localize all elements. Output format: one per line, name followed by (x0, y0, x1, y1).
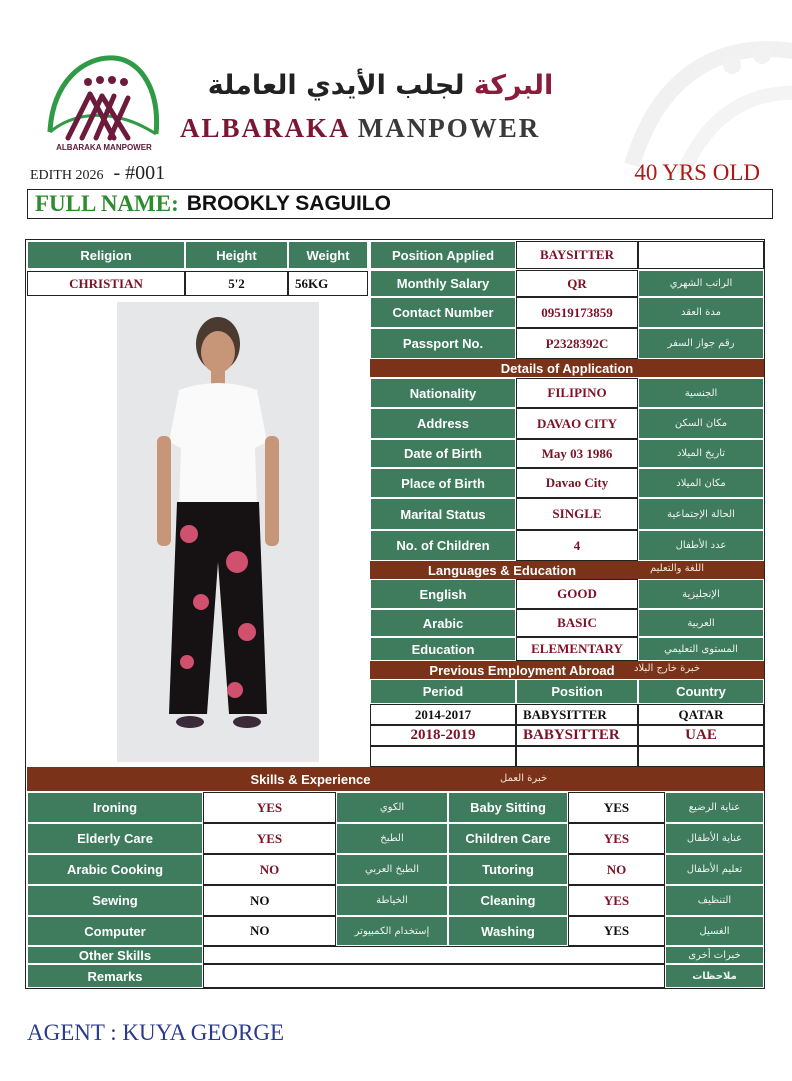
skill-children-care-value: YES (568, 823, 665, 854)
skill-arabic-cooking-value: NO (203, 854, 336, 885)
skill-computer-ar: إستخدام الكمبيوتر (336, 916, 448, 946)
skill-computer-value: NO (203, 916, 336, 946)
contact-number-ar: مدة العقد (638, 297, 764, 328)
skill-baby-sitting-value: YES (568, 792, 665, 823)
english-label: English (370, 579, 516, 609)
date-of-birth-ar: تاريخ الميلاد (638, 439, 764, 468)
skill-elderly-care-label: Elderly Care (27, 823, 203, 854)
religion-value: CHRISTIAN (27, 271, 185, 296)
position-header: Position (516, 679, 638, 704)
employment-position-2: BABYSITTER (516, 725, 638, 746)
employment-period-1: 2014-2017 (370, 704, 516, 725)
contact-number-label: Contact Number (370, 297, 516, 328)
country-header: Country (638, 679, 764, 704)
skills-section-title-ar: خبرة العمل (500, 773, 548, 784)
arabic-ar: العربية (638, 609, 764, 637)
ref-code: EDITH 2026 (30, 168, 104, 183)
position-applied-label: Position Applied (370, 241, 516, 269)
other-skills-ar: خبرات أخرى (665, 946, 764, 964)
full-name-label: FULL NAME: (35, 191, 179, 216)
languages-section-title: Languages & Education (370, 561, 764, 579)
nationality-label: Nationality (370, 378, 516, 408)
letterhead (0, 0, 792, 165)
company-latin-name-rest: MANPOWER (357, 113, 541, 143)
marital-status-label: Marital Status (370, 498, 516, 530)
marital-status-ar: الحالة الإجتماعية (638, 498, 764, 530)
monthly-salary-value: QR (516, 270, 638, 297)
place-of-birth-label: Place of Birth (370, 468, 516, 498)
company-logo-icon (44, 52, 164, 156)
date-of-birth-label: Date of Birth (370, 439, 516, 468)
place-of-birth-value: Davao City (516, 468, 638, 498)
employment-section-title: Previous Employment Abroad (370, 661, 764, 679)
remarks-label: Remarks (27, 964, 203, 988)
watermark-logo-icon (612, 25, 792, 175)
children-ar: عدد الأطفال (638, 530, 764, 561)
skill-sewing-ar: الخياطة (336, 885, 448, 916)
skill-elderly-care-value: YES (203, 823, 336, 854)
skill-children-care-label: Children Care (448, 823, 568, 854)
company-latin-name (180, 113, 540, 144)
full-name-box (27, 189, 773, 219)
employment-blank-2 (516, 746, 638, 767)
applicant-photo (117, 302, 319, 762)
full-name-value: BROOKLY SAGUILO (186, 192, 391, 215)
weight-value: 56KG (288, 271, 368, 296)
arabic-label: Arabic (370, 609, 516, 637)
employment-section-title-ar: خبرة خارج البلاد (634, 663, 701, 674)
details-section-title: Details of Application (370, 359, 764, 377)
company-arabic-name (178, 70, 583, 101)
skill-washing-ar: الغسيل (665, 916, 764, 946)
other-skills-value (203, 946, 665, 964)
place-of-birth-ar: مكان الميلاد (638, 468, 764, 498)
company-latin-name-accent: ALBARAKA (180, 113, 350, 143)
employment-position-1: BABYSITTER (516, 704, 638, 725)
skill-elderly-care-ar: الطبخ (336, 823, 448, 854)
height-value: 5'2 (185, 271, 288, 296)
religion-header: Religion (27, 241, 185, 269)
skill-tutoring-label: Tutoring (448, 854, 568, 885)
company-arabic-name-accent: البركة (473, 70, 554, 101)
address-value: DAVAO CITY (516, 408, 638, 439)
skill-arabic-cooking-ar: الطبخ العربي (336, 854, 448, 885)
company-arabic-name-rest: لجلب الأيدي العاملة (207, 70, 465, 101)
skill-cleaning-label: Cleaning (448, 885, 568, 916)
education-label: Education (370, 637, 516, 661)
logo-caption: ALBARAKA MANPOWER (56, 143, 152, 152)
skill-sewing-value: NO (203, 885, 336, 916)
passport-value: P2328392C (516, 328, 638, 359)
skill-cleaning-value: YES (568, 885, 665, 916)
english-value: GOOD (516, 579, 638, 609)
english-ar: الإنجليزية (638, 579, 764, 609)
skill-cleaning-ar: التنظيف (665, 885, 764, 916)
skill-washing-value: YES (568, 916, 665, 946)
date-of-birth-value: May 03 1986 (516, 439, 638, 468)
skill-arabic-cooking-label: Arabic Cooking (27, 854, 203, 885)
skills-section-title: Skills & Experience (27, 767, 764, 791)
skill-ironing-value: YES (203, 792, 336, 823)
monthly-salary-label: Monthly Salary (370, 270, 516, 297)
passport-label: Passport No. (370, 328, 516, 359)
address-label: Address (370, 408, 516, 439)
skill-computer-label: Computer (27, 916, 203, 946)
employment-period-2: 2018-2019 (370, 725, 516, 746)
employment-blank-1 (370, 746, 516, 767)
skill-tutoring-ar: تعليم الأطفال (665, 854, 764, 885)
age-label: 40 YRS OLD (634, 160, 760, 185)
monthly-salary-ar: الراتب الشهري (638, 270, 764, 297)
reference-line (30, 162, 165, 185)
employment-blank-3 (638, 746, 764, 767)
position-applied-blank (638, 241, 764, 269)
skill-washing-label: Washing (448, 916, 568, 946)
marital-status-value: SINGLE (516, 498, 638, 530)
children-value: 4 (516, 530, 638, 561)
skill-children-care-ar: عناية الأطفال (665, 823, 764, 854)
contact-number-value: 09519173859 (516, 297, 638, 328)
ref-number: - #001 (113, 162, 166, 184)
period-header: Period (370, 679, 516, 704)
remarks-value (203, 964, 665, 988)
skill-ironing-ar: الكوي (336, 792, 448, 823)
height-header: Height (185, 241, 288, 269)
employment-country-1: QATAR (638, 704, 764, 725)
weight-header: Weight (288, 241, 368, 269)
employment-country-2: UAE (638, 725, 764, 746)
skill-sewing-label: Sewing (27, 885, 203, 916)
passport-ar: رقم جواز السفر (638, 328, 764, 359)
skill-baby-sitting-label: Baby Sitting (448, 792, 568, 823)
other-skills-label: Other Skills (27, 946, 203, 964)
nationality-value: FILIPINO (516, 378, 638, 408)
skill-tutoring-value: NO (568, 854, 665, 885)
skill-baby-sitting-ar: عناية الرضيع (665, 792, 764, 823)
remarks-ar: ملاحظات (665, 964, 764, 988)
address-ar: مكان السكن (638, 408, 764, 439)
education-value: ELEMENTARY (516, 637, 638, 661)
arabic-value: BASIC (516, 609, 638, 637)
person-silhouette-icon (117, 302, 319, 762)
skill-ironing-label: Ironing (27, 792, 203, 823)
languages-section-title-ar: اللغة والتعليم (650, 563, 704, 574)
education-ar: المستوى التعليمي (638, 637, 764, 661)
nationality-ar: الجنسية (638, 378, 764, 408)
agent-label: AGENT : KUYA GEORGE (27, 1020, 285, 1045)
children-label: No. of Children (370, 530, 516, 561)
position-applied-value: BAYSITTER (516, 241, 638, 269)
